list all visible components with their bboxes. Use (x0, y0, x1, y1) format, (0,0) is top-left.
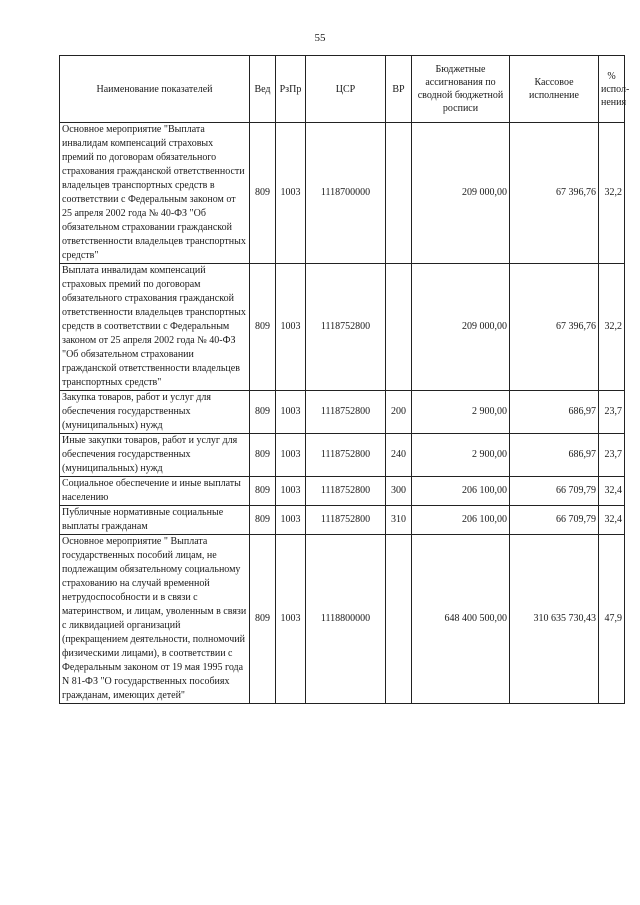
header-vr: ВР (386, 56, 412, 123)
table-header-row (60, 56, 625, 123)
table-row (60, 535, 625, 704)
row-rzpr: 1003 (276, 477, 306, 506)
row-vr: 240 (386, 434, 412, 477)
budget-table (59, 55, 630, 704)
row-csr: 1118752800 (306, 477, 386, 506)
row-execution: 310 635 730,43 (510, 535, 599, 704)
table-row (60, 434, 625, 477)
row-vr: 310 (386, 506, 412, 535)
table-row (60, 477, 625, 506)
row-allocations: 209 000,00 (412, 123, 510, 264)
row-vr: 200 (386, 391, 412, 434)
row-rzpr: 1003 (276, 535, 306, 704)
row-ved: 809 (250, 391, 276, 434)
row-name: Основное мероприятие "Выплата инвалидам компенсаций страховых премий по договорам обязательного страхования гражданской ответственности владельцев транспортных средств в соответствии с Федеральным законом от 25 апреля 2002 года № 40-ФЗ "Об обязательном страховании гражданской ответственности владельцев транспортных средств" (60, 123, 250, 264)
header-name: Наименование показателей (60, 56, 250, 123)
row-csr: 1118752800 (306, 391, 386, 434)
row-percent: 47,9 (599, 535, 625, 704)
row-ved: 809 (250, 506, 276, 535)
row-allocations: 2 900,00 (412, 391, 510, 434)
row-percent: 32,4 (599, 506, 625, 535)
row-name: Закупка товаров, работ и услуг для обеспечения государственных (муниципальных) нужд (60, 391, 250, 434)
row-allocations: 648 400 500,00 (412, 535, 510, 704)
row-allocations: 206 100,00 (412, 506, 510, 535)
row-rzpr: 1003 (276, 391, 306, 434)
header-execution: Кассовое исполнение (510, 56, 599, 123)
header-csr: ЦСР (306, 56, 386, 123)
header-rzpr: РзПр (276, 56, 306, 123)
page-number: 55 (314, 32, 326, 44)
row-percent: 32,4 (599, 477, 625, 506)
row-vr (386, 123, 412, 264)
row-ved: 809 (250, 264, 276, 391)
table-row (60, 506, 625, 535)
row-ved: 809 (250, 477, 276, 506)
row-percent: 32,2 (599, 264, 625, 391)
table-row (60, 123, 625, 264)
row-ved: 809 (250, 123, 276, 264)
table-row (60, 391, 625, 434)
row-execution: 66 709,79 (510, 506, 599, 535)
row-name: Основное мероприятие " Выплата государственных пособий лицам, не подлежащим обязательному социальному страхованию на случай временной нетрудоспособности и в связи с материнством, и лицам, уволенным в связи с ликвидацией организаций (прекращением деятельности, полномочий физическими лицами), в соответствии с Федеральным законом от 19 мая 1995 года N 81-ФЗ "О государственных пособиях гражданам, имеющих детей" (60, 535, 250, 704)
row-ved: 809 (250, 535, 276, 704)
row-vr (386, 264, 412, 391)
row-execution: 686,97 (510, 434, 599, 477)
header-allocations: Бюджетные ассигнования по сводной бюджетной росписи (412, 56, 510, 123)
row-csr: 1118800000 (306, 535, 386, 704)
row-rzpr: 1003 (276, 123, 306, 264)
row-allocations: 2 900,00 (412, 434, 510, 477)
table-row (60, 264, 625, 391)
row-percent: 32,2 (599, 123, 625, 264)
row-allocations: 206 100,00 (412, 477, 510, 506)
header-ved: Вед (250, 56, 276, 123)
row-vr (386, 535, 412, 704)
row-execution: 67 396,76 (510, 264, 599, 391)
row-ved: 809 (250, 434, 276, 477)
row-csr: 1118752800 (306, 506, 386, 535)
row-vr: 300 (386, 477, 412, 506)
row-name: Социальное обеспечение и иные выплаты населению (60, 477, 250, 506)
row-rzpr: 1003 (276, 434, 306, 477)
row-percent: 23,7 (599, 434, 625, 477)
row-percent: 23,7 (599, 391, 625, 434)
row-rzpr: 1003 (276, 506, 306, 535)
row-csr: 1118752800 (306, 434, 386, 477)
row-csr: 1118752800 (306, 264, 386, 391)
row-name: Иные закупки товаров, работ и услуг для обеспечения государственных (муниципальных) нужд (60, 434, 250, 477)
row-csr: 1118700000 (306, 123, 386, 264)
row-execution: 67 396,76 (510, 123, 599, 264)
row-name: Публичные нормативные социальные выплаты гражданам (60, 506, 250, 535)
row-execution: 686,97 (510, 391, 599, 434)
row-rzpr: 1003 (276, 264, 306, 391)
row-execution: 66 709,79 (510, 477, 599, 506)
row-allocations: 209 000,00 (412, 264, 510, 391)
header-percent: % испол-нения (599, 56, 625, 123)
row-name: Выплата инвалидам компенсаций страховых премий по договорам обязательного страхования гражданской ответственности владельцев транспортных средств в соответствии с Федеральным законом от 25 апреля 2002 года № 40-ФЗ "Об обязательном страховании гражданской ответственности владельцев транспортных средств" (60, 264, 250, 391)
